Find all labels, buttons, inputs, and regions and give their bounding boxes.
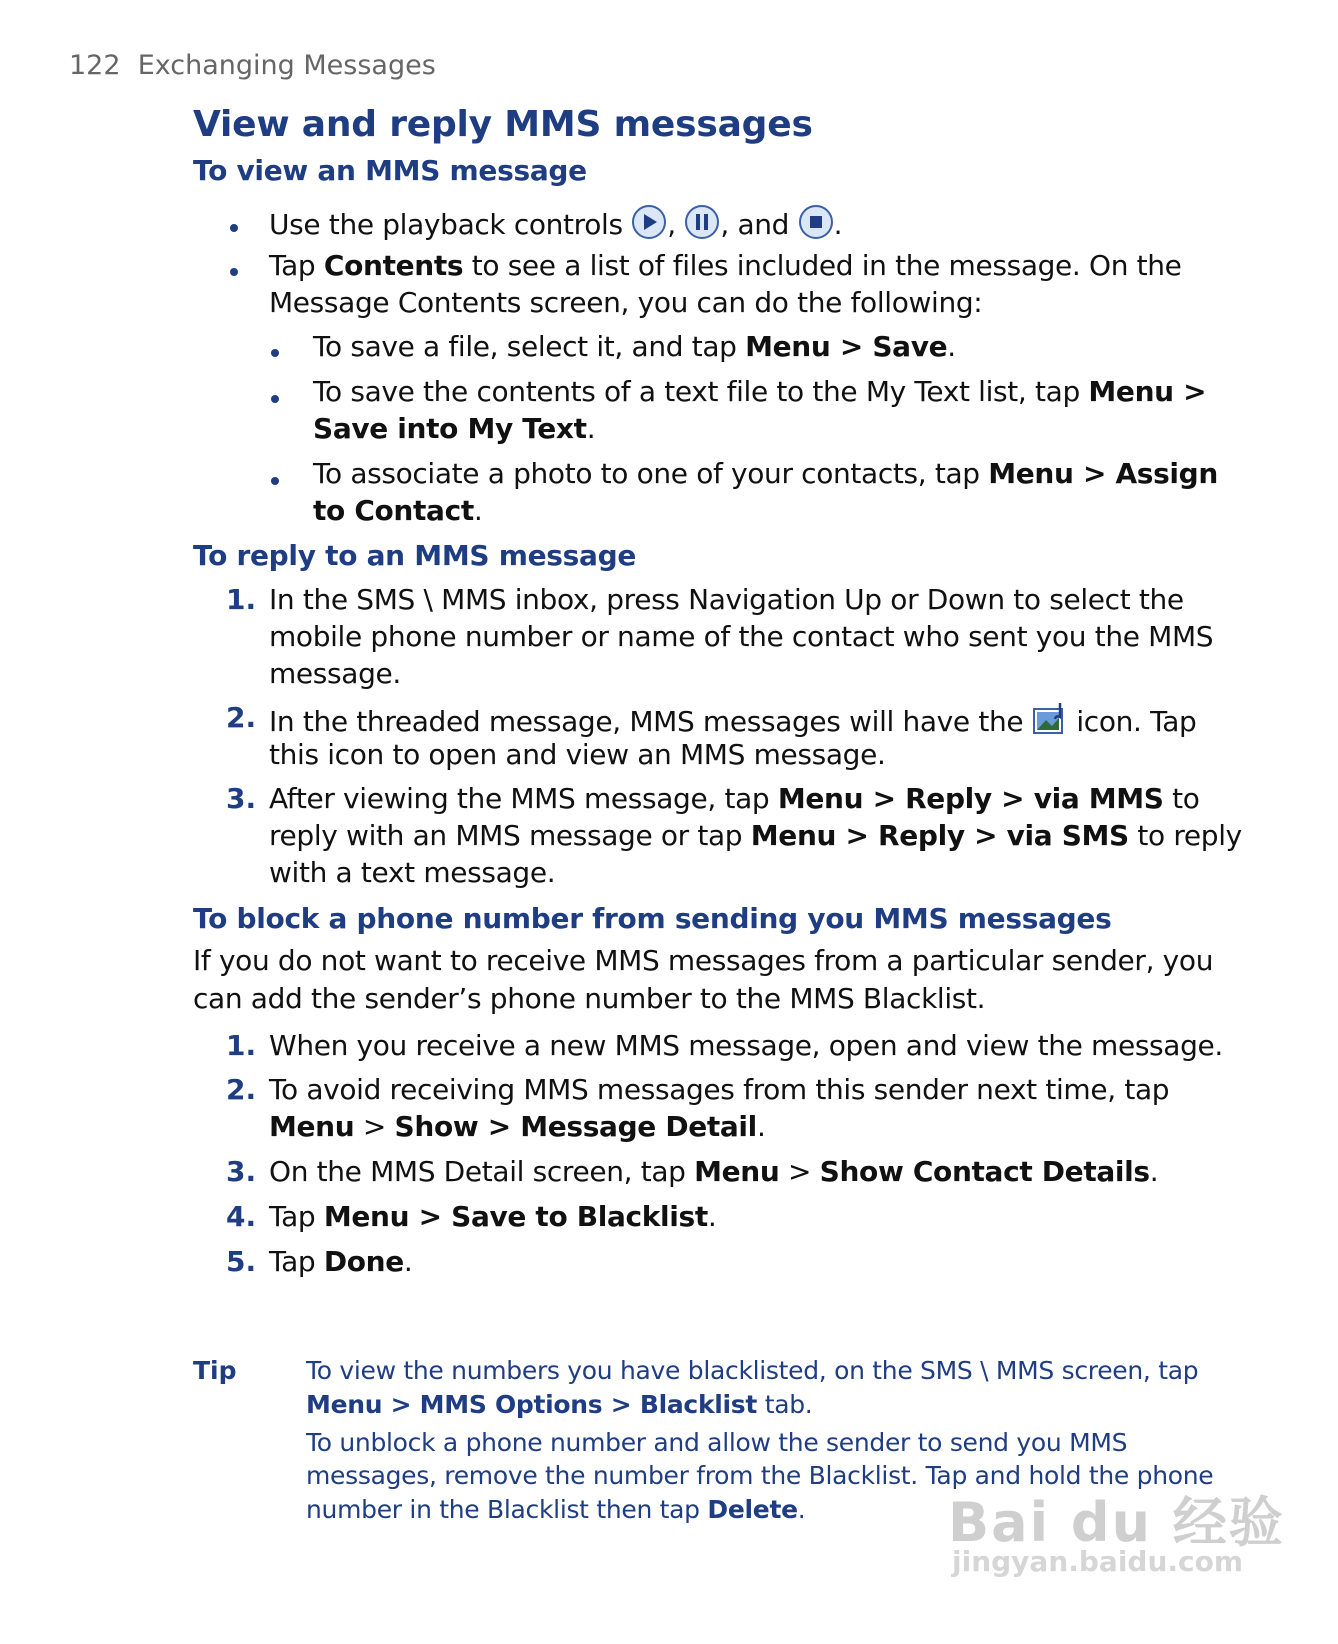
- tip-line-5: number in the Blacklist then tap Delete.: [306, 1495, 806, 1524]
- bullet: [230, 224, 238, 232]
- tip-line-2: Menu > MMS Options > Blacklist tab.: [306, 1390, 813, 1419]
- block-step-2-line-1: To avoid receiving MMS messages from this sender next time, tap: [269, 1073, 1170, 1106]
- play-icon: [631, 204, 667, 240]
- reply-step-2-line-2: this icon to open and view an MMS message.: [269, 738, 886, 771]
- page-header: [69, 50, 436, 81]
- step-number: 3.: [226, 782, 257, 815]
- reply-heading: To reply to an MMS message: [193, 539, 637, 572]
- reply-step-3-line-1: After viewing the MMS message, tap Menu > Reply > via MMS to: [269, 782, 1200, 815]
- step-number: 2.: [226, 1073, 257, 1106]
- mms-message-icon: [1032, 701, 1068, 737]
- section-title: Exchanging Messages: [137, 50, 436, 81]
- block-step-4: Tap Menu > Save to Blacklist.: [269, 1200, 717, 1233]
- reply-step-1-line-1: In the SMS \ MMS inbox, press Navigation Up or Down to select the: [269, 583, 1184, 616]
- contents-line-2: Message Contents screen, you can do the following:: [269, 286, 983, 319]
- step-number: 1.: [226, 1029, 257, 1062]
- bullet: [271, 477, 279, 485]
- step-number: 1.: [226, 583, 257, 616]
- step-number: 5.: [226, 1245, 257, 1278]
- reply-step-3-line-3: with a text message.: [269, 856, 556, 889]
- block-step-2-line-2: Menu > Show > Message Detail.: [269, 1110, 766, 1143]
- tip-line-4: messages, remove the number from the Blacklist. Tap and hold the phone: [306, 1461, 1214, 1490]
- playback-controls-line: Use the playback controls , , and .: [269, 204, 842, 241]
- sub-item-mytext-2: Save into My Text.: [313, 412, 596, 445]
- block-intro-2: can add the sender’s phone number to the MMS Blacklist.: [193, 982, 986, 1015]
- block-step-1: When you receive a new MMS message, open and view the message.: [269, 1029, 1223, 1062]
- bullet: [271, 349, 279, 357]
- tip-line-1: To view the numbers you have blacklisted, on the SMS \ MMS screen, tap: [306, 1356, 1199, 1385]
- reply-step-1-line-3: message.: [269, 657, 401, 690]
- step-number: 3.: [226, 1155, 257, 1188]
- stop-icon: [798, 204, 834, 240]
- reply-step-3-line-2: reply with an MMS message or tap Menu > Reply > via SMS to reply: [269, 819, 1242, 852]
- sub-item-assign-1: To associate a photo to one of your contacts, tap Menu > Assign: [313, 457, 1218, 490]
- pause-icon: [684, 204, 720, 240]
- bullet: [230, 268, 238, 276]
- block-step-3: On the MMS Detail screen, tap Menu > Show Contact Details.: [269, 1155, 1159, 1188]
- page-title: View and reply MMS messages: [193, 104, 813, 145]
- tip-label: Tip: [193, 1356, 237, 1385]
- contents-line-1: Tap Contents to see a list of files included in the message. On the: [269, 249, 1182, 282]
- tip-line-3: To unblock a phone number and allow the sender to send you MMS: [306, 1428, 1128, 1457]
- block-heading: To block a phone number from sending you MMS messages: [193, 902, 1112, 935]
- baidu-watermark-url: jingyan.baidu.com: [952, 1545, 1244, 1578]
- step-number: 4.: [226, 1200, 257, 1233]
- baidu-watermark-logo: Bai du 经验: [948, 1491, 1285, 1554]
- view-heading: To view an MMS message: [193, 154, 587, 187]
- sub-item-save: To save a file, select it, and tap Menu > Save.: [313, 330, 956, 363]
- block-intro-1: If you do not want to receive MMS messages from a particular sender, you: [193, 944, 1214, 977]
- page-number: 122: [69, 50, 121, 81]
- bullet: [271, 395, 279, 403]
- block-step-5: Tap Done.: [269, 1245, 413, 1278]
- sub-item-assign-2: to Contact.: [313, 494, 483, 527]
- sub-item-mytext-1: To save the contents of a text file to the My Text list, tap Menu >: [313, 375, 1207, 408]
- step-number: 2.: [226, 701, 257, 734]
- reply-step-1-line-2: mobile phone number or name of the contact who sent you the MMS: [269, 620, 1214, 653]
- reply-step-2-line-1: In the threaded message, MMS messages will have the icon. Tap: [269, 701, 1196, 738]
